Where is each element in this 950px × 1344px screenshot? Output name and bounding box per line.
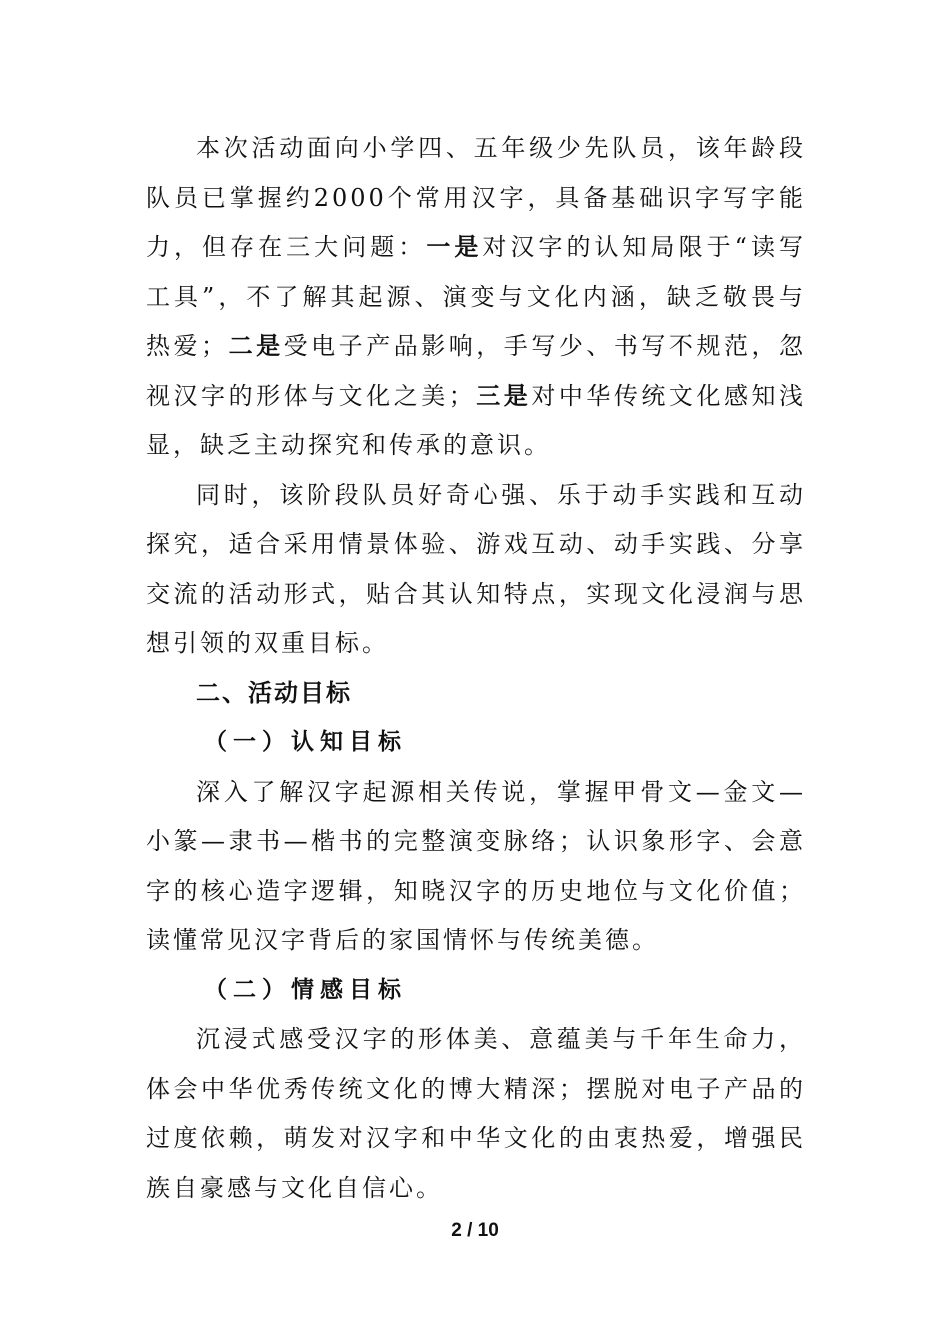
paragraph-emotional-goals: 沉浸式感受汉字的形体美、意蕴美与千年生命力，体会中华优秀传统文化的博大精深；摆脱对电子产品的过度依赖，萌发对汉字和中华文化的由衷热爱，增强民族自豪感与文化自信心。 <box>146 1025 806 1202</box>
bold-marker-two: 二是 <box>228 332 284 360</box>
paragraph-activity-form: 同时，该阶段队员好奇心强、乐于动手实践和互动探究，适合采用情景体验、游戏互动、动手实践、分享交流的活动形式，贴合其认知特点，实现文化浸润与思想引领的双重目标。 <box>146 480 806 657</box>
section-heading-activity-goals: 二、活动目标 <box>196 678 352 707</box>
text-segment: 对汉字的认知局限于“读写工具”，不了解其起源、演变与文化内涵，缺乏敬畏与热爱； <box>146 233 806 360</box>
bold-marker-one: 一是 <box>426 233 483 261</box>
document-body <box>146 124 806 1213</box>
paragraph-cognitive-goals: 深入了解汉字起源相关传说，掌握甲骨文—金文—小篆—隶书—楷书的完整演变脉络；认识象形字、会意字的核心造字逻辑，知晓汉字的历史地位与文化价值；读懂常见汉字背后的家国情怀与传统美德。 <box>146 777 806 954</box>
bold-marker-three: 三是 <box>475 381 532 410</box>
subsection-heading-emotional: （二）情感目标 <box>204 976 407 1003</box>
page-number: 2 / 10 <box>451 1220 499 1241</box>
paragraph-student-analysis <box>146 124 806 471</box>
subsection-heading-cognitive: （一）认知目标 <box>204 729 407 755</box>
text-segment: 受电子产品影响，手写少、书写不规范，忽视汉字的形体与文化之美； <box>146 332 807 410</box>
text-segment: 对中华传统文化感知浅显，缺乏主动探究和传承的意识。 <box>146 381 807 459</box>
text-segment: 本次活动面向小学四、五年级少先队员，该年龄段队员已掌握约2000个常用汉字，具备基础识字写字能力，但存在三大问题： <box>146 134 806 261</box>
